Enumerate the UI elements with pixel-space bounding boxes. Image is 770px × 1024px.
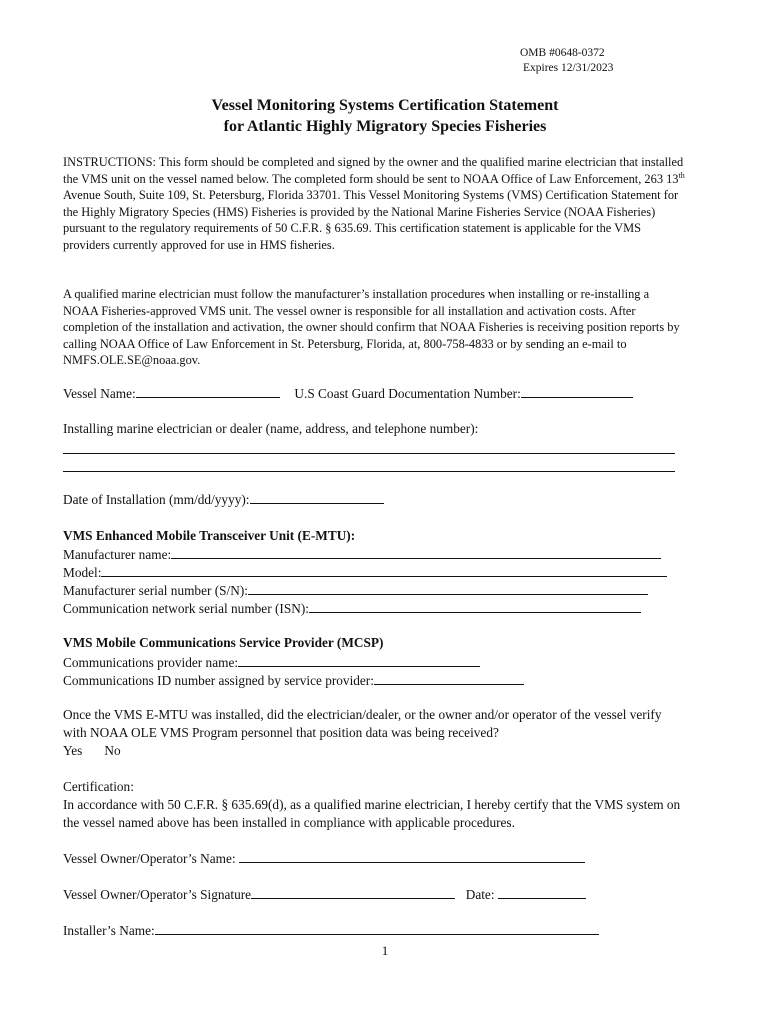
install-date-field[interactable] [250,490,384,504]
option-no[interactable]: No [104,743,121,758]
provider-name-label: Communications provider name: [63,655,239,670]
owner-signature-field[interactable] [251,885,455,899]
page-number: 1 [381,943,389,958]
install-date-row [63,490,384,509]
omb-number: OMB #0648-0372 [520,47,605,59]
isn-label: Communication network serial number (ISN): [63,601,309,616]
installer-info-line-1[interactable] [63,453,675,454]
option-yes[interactable]: Yes [63,743,83,758]
installer-name-field[interactable] [155,921,599,935]
verification-question: Once the VMS E-MTU was installed, did the electrician/dealer, or the owner and/or operator of the vessel verify with NOAA OLE VMS Program personnel that position data was being received? [63,707,662,740]
manufacturer-field[interactable] [171,545,661,559]
mcsp-fields [63,653,524,689]
vessel-name-label: Vessel Name: [63,386,136,401]
title-line-1: Vessel Monitoring Systems Certification Statement [211,97,559,114]
owner-name-label: Vessel Owner/Operator’s Name: [63,851,236,866]
certification-text: In accordance with 50 C.F.R. § 635.69(d), as a qualified marine electrician, I hereby certify that the VMS system on the vessel named above has been installed in compliance with applicable procedures. [63,797,681,830]
emtu-heading: VMS Enhanced Mobile Transceiver Unit (E-MTU): [63,528,356,543]
instructions-superscript: th [678,170,685,180]
manufacturer-label: Manufacturer name: [63,547,172,562]
uscg-number-field[interactable] [521,384,633,398]
title-line-2: for Atlantic Highly Migratory Species Fisheries [223,118,547,135]
serial-label: Manufacturer serial number (S/N): [63,583,248,598]
model-label: Model: [63,565,102,580]
omb-header [520,46,613,76]
verification-options [63,742,121,760]
owner-signature-label: Vessel Owner/Operator’s Signature [63,887,252,902]
emtu-fields [63,545,667,617]
vessel-row [63,384,633,403]
isn-field[interactable] [309,599,641,613]
model-field[interactable] [101,563,667,577]
serial-field[interactable] [248,581,648,595]
installer-name-row [63,921,599,940]
instructions-part-1: INSTRUCTIONS: This form should be completed and signed by the owner and the qualified marine electrician that installed the VMS unit on the vessel named below. The completed form should be sent to NOAA Office of Law Enforcement, 263 13 [63,155,684,186]
install-date-label: Date of Installation (mm/dd/yyyy): [63,492,250,507]
provider-name-field[interactable] [238,653,480,667]
owner-name-field[interactable] [239,849,585,863]
vessel-name-field[interactable] [136,384,280,398]
mcsp-heading: VMS Mobile Communications Service Provider (MCSP) [63,635,384,650]
certification-label: Certification: [63,779,134,794]
instructions-paragraph [63,154,685,254]
installer-name-label: Installer’s Name: [63,923,155,938]
owner-signature-row [63,885,586,904]
form-title [0,95,770,137]
instructions-part-2: Avenue South, Suite 109, St. Petersburg, Florida 33701. This Vessel Monitoring Systems (VMS) Certification Statement for the Highly Migratory Species (HMS) Fisheries is provided by the National Marine Fisheries Service (NOAA Fisheries) pursuant to the regulatory requirements of 50 C.F.R. § 635.69. This certification statement is applicable for the VMS providers currently approved for use in HMS fisheries. [63,188,679,252]
date-label: Date: [465,887,495,902]
communications-id-field[interactable] [374,671,524,685]
uscg-number-label: U.S Coast Guard Documentation Number: [294,386,521,401]
communications-id-label: Communications ID number assigned by service provider: [63,673,374,688]
owner-name-row [63,849,585,868]
installer-info-label: Installing marine electrician or dealer (name, address, and telephone number): [63,421,479,436]
installation-paragraph: A qualified marine electrician must follow the manufacturer’s installation procedures when installing or re-installing a NOAA Fisheries-approved VMS unit. The vessel owner is responsible for all installation and activation costs. After completion of the installation and activation, the owner should confirm that NOAA Fisheries is receiving position reports by calling NOAA Office of Law Enforcement in St. Petersburg, Florida, at, 800-758-4833 or by sending an e-mail to NMFS.OLE.SE@noaa.gov. [63,287,680,368]
installer-info-line-2[interactable] [63,471,675,472]
omb-expires: Expires 12/31/2023 [523,62,614,74]
date-field[interactable] [498,885,586,899]
